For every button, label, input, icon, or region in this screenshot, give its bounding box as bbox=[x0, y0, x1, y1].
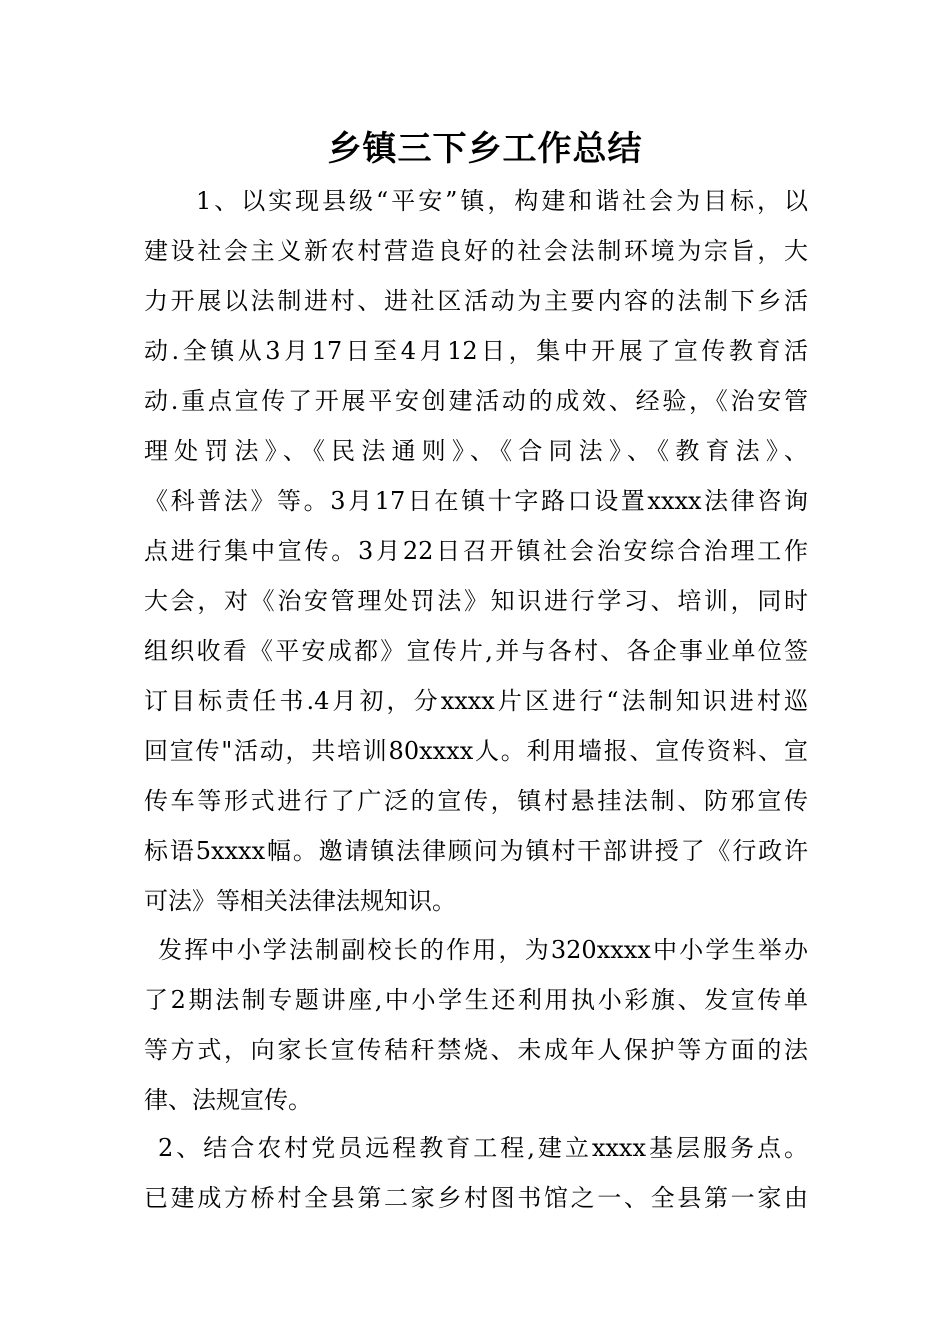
text-line: 动.重点宣传了开展平安创建活动的成效、经验，《治安管 bbox=[144, 387, 808, 415]
text-line: 律、法规宣传。 bbox=[144, 1086, 312, 1114]
text-line: 等方式，向家长宣传秸秆禁烧、未成年人保护等方面的法 bbox=[144, 1036, 808, 1064]
text-line: 大会，对《治安管理处罚法》知识进行学习、培训，同时 bbox=[144, 587, 808, 615]
text-line: 2、结合农村党员远程教育工程,建立xxxx基层服务点。 bbox=[158, 1134, 808, 1162]
paragraph-legal-publicity bbox=[144, 176, 808, 926]
text-line: 《科普法》等。3月17日在镇十字路口设置xxxx法律咨询 bbox=[144, 487, 808, 515]
text-line: 回宣传"活动，共培训80xxxx人。利用墙报、宣传资料、宣 bbox=[144, 737, 808, 765]
text-line: 点进行集中宣传。3月22日召开镇社会治安综合治理工作 bbox=[144, 537, 808, 565]
text-line: 理处罚法》、《民法通则》、《合同法》、《教育法》、 bbox=[144, 437, 808, 465]
text-line: 了2期法制专题讲座,中小学生还利用执小彩旗、发宣传单 bbox=[144, 986, 808, 1014]
text-line: 已建成方桥村全县第二家乡村图书馆之一、全县第一家由 bbox=[144, 1184, 808, 1212]
document-title: 乡镇三下乡工作总结 bbox=[327, 129, 643, 169]
text-line: 可法》等相关法律法规知识。 bbox=[144, 887, 456, 915]
text-line: 建设社会主义新农村营造良好的社会法制环境为宗旨，大 bbox=[144, 237, 808, 265]
text-line: 动.全镇从3月17日至4月12日，集中开展了宣传教育活 bbox=[144, 337, 808, 365]
text-line: 传车等形式进行了广泛的宣传，镇村悬挂法制、防邪宣传 bbox=[144, 787, 808, 815]
text-line: 发挥中小学法制副校长的作用，为320xxxx中小学生举办 bbox=[158, 936, 808, 964]
text-line: 标语5xxxx幅。邀请镇法律顾问为镇村干部讲授了《行政许 bbox=[144, 837, 808, 865]
text-line: 力开展以法制进村、进社区活动为主要内容的法制下乡活 bbox=[144, 287, 808, 315]
text-line: 组织收看《平安成都》宣传片,并与各村、各企事业单位签 bbox=[144, 637, 808, 665]
paragraph-school-lectures bbox=[144, 925, 808, 1125]
text-line: 1、以实现县级“平安”镇，构建和谐社会为目标，以 bbox=[196, 187, 808, 215]
paragraph-remote-education bbox=[144, 1123, 808, 1223]
text-line: 订目标责任书.4月初，分xxxx片区进行“法制知识进村巡 bbox=[144, 687, 808, 715]
